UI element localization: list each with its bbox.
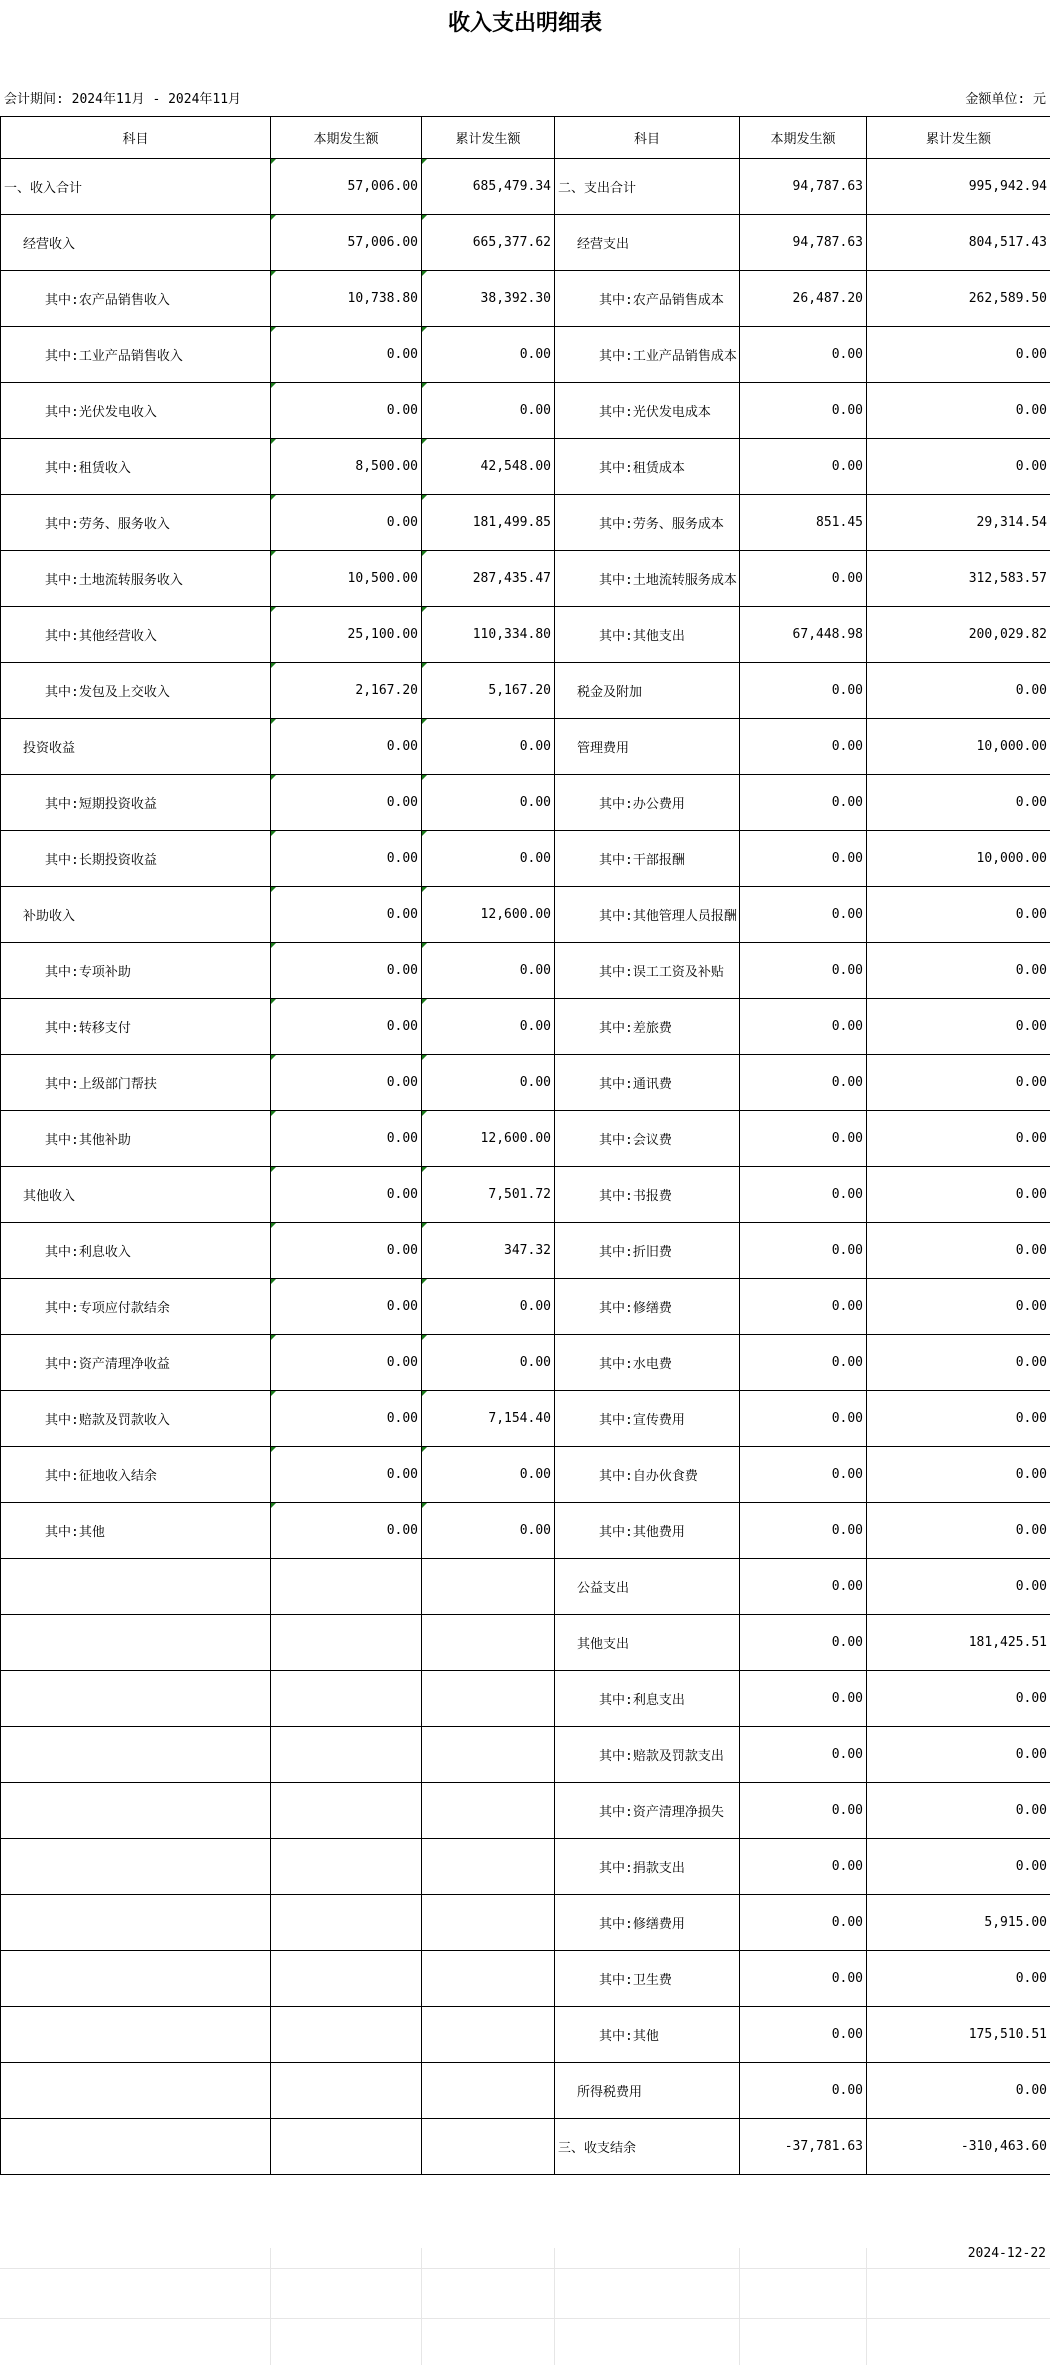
table-row xyxy=(1,1503,1050,1559)
income-current-amount: 0.00 xyxy=(271,943,422,999)
income-subject: 其中:工业产品销售收入 xyxy=(1,327,271,383)
empty-row-line xyxy=(0,2318,1050,2319)
expense-subject: 其中:通讯费 xyxy=(555,1055,740,1111)
report-date: 2024-12-22 xyxy=(967,2246,1046,2261)
expense-cumulative-amount: 0.00 xyxy=(867,439,1050,495)
header-expense-current: 本期发生额 xyxy=(740,117,867,159)
expense-current-amount: 94,787.63 xyxy=(740,215,867,271)
expense-current-amount: 0.00 xyxy=(740,1503,867,1559)
expense-subject: 其中:赔款及罚款支出 xyxy=(555,1727,740,1783)
table-row xyxy=(1,1055,1050,1111)
table-row xyxy=(1,1839,1050,1895)
table-row xyxy=(1,439,1050,495)
table-row xyxy=(1,1223,1050,1279)
income-subject: 其中:短期投资收益 xyxy=(1,775,271,831)
income-current-amount: 57,006.00 xyxy=(271,215,422,271)
income-cumulative-amount xyxy=(422,1951,555,2007)
income-expense-table xyxy=(0,116,1050,2175)
income-subject: 一、收入合计 xyxy=(1,159,271,215)
expense-subject: 其中:误工工资及补贴 xyxy=(555,943,740,999)
header-income-current: 本期发生额 xyxy=(271,117,422,159)
expense-cumulative-amount: -310,463.60 xyxy=(867,2119,1050,2175)
expense-current-amount: 0.00 xyxy=(740,999,867,1055)
income-cumulative-amount: 5,167.20 xyxy=(422,663,555,719)
income-cumulative-amount xyxy=(422,2119,555,2175)
income-cumulative-amount xyxy=(422,1895,555,1951)
header-expense-subject: 科目 xyxy=(555,117,740,159)
expense-current-amount: 0.00 xyxy=(740,1951,867,2007)
expense-subject: 其中:修缮费用 xyxy=(555,1895,740,1951)
empty-col-line xyxy=(270,2248,271,2365)
income-cumulative-amount: 0.00 xyxy=(422,1279,555,1335)
expense-subject: 其中:干部报酬 xyxy=(555,831,740,887)
expense-subject: 管理费用 xyxy=(555,719,740,775)
income-current-amount: 0.00 xyxy=(271,495,422,551)
expense-cumulative-amount: 0.00 xyxy=(867,1391,1050,1447)
income-subject xyxy=(1,1559,271,1615)
income-subject xyxy=(1,1895,271,1951)
expense-current-amount: 26,487.20 xyxy=(740,271,867,327)
table-row xyxy=(1,1111,1050,1167)
income-cumulative-amount: 12,600.00 xyxy=(422,1111,555,1167)
income-cumulative-amount: 0.00 xyxy=(422,719,555,775)
income-current-amount: 0.00 xyxy=(271,775,422,831)
expense-subject: 其中:会议费 xyxy=(555,1111,740,1167)
expense-cumulative-amount: 10,000.00 xyxy=(867,719,1050,775)
income-current-amount: 10,738.80 xyxy=(271,271,422,327)
income-subject: 其中:其他经营收入 xyxy=(1,607,271,663)
expense-current-amount: 0.00 xyxy=(740,1559,867,1615)
income-cumulative-amount: 0.00 xyxy=(422,1335,555,1391)
income-subject xyxy=(1,1951,271,2007)
expense-cumulative-amount: 0.00 xyxy=(867,327,1050,383)
income-current-amount xyxy=(271,2007,422,2063)
income-subject: 其中:上级部门帮扶 xyxy=(1,1055,271,1111)
expense-cumulative-amount: 0.00 xyxy=(867,1223,1050,1279)
empty-col-line xyxy=(421,2248,422,2365)
expense-subject: 三、收支结余 xyxy=(555,2119,740,2175)
income-cumulative-amount xyxy=(422,1671,555,1727)
income-cumulative-amount: 287,435.47 xyxy=(422,551,555,607)
table-row xyxy=(1,271,1050,327)
expense-current-amount: 0.00 xyxy=(740,1335,867,1391)
income-subject: 其中:转移支付 xyxy=(1,999,271,1055)
income-cumulative-amount: 7,501.72 xyxy=(422,1167,555,1223)
expense-subject: 其中:其他管理人员报酬 xyxy=(555,887,740,943)
income-current-amount xyxy=(271,1559,422,1615)
income-cumulative-amount: 110,334.80 xyxy=(422,607,555,663)
expense-subject: 其中:宣传费用 xyxy=(555,1391,740,1447)
income-subject: 其中:资产清理净收益 xyxy=(1,1335,271,1391)
expense-subject: 其中:资产清理净损失 xyxy=(555,1783,740,1839)
expense-cumulative-amount: 29,314.54 xyxy=(867,495,1050,551)
expense-cumulative-amount: 5,915.00 xyxy=(867,1895,1050,1951)
expense-subject: 其中:折旧费 xyxy=(555,1223,740,1279)
table-row xyxy=(1,215,1050,271)
income-current-amount: 0.00 xyxy=(271,999,422,1055)
expense-current-amount: 0.00 xyxy=(740,719,867,775)
income-subject: 其中:发包及上交收入 xyxy=(1,663,271,719)
income-subject xyxy=(1,2119,271,2175)
income-current-amount: 25,100.00 xyxy=(271,607,422,663)
income-cumulative-amount: 0.00 xyxy=(422,327,555,383)
income-current-amount: 0.00 xyxy=(271,1279,422,1335)
expense-cumulative-amount: 0.00 xyxy=(867,1167,1050,1223)
table-row xyxy=(1,1671,1050,1727)
income-subject xyxy=(1,1671,271,1727)
expense-current-amount: 0.00 xyxy=(740,1111,867,1167)
income-subject: 其中:土地流转服务收入 xyxy=(1,551,271,607)
table-row xyxy=(1,327,1050,383)
expense-current-amount: 0.00 xyxy=(740,1447,867,1503)
expense-subject: 其中:其他 xyxy=(555,2007,740,2063)
expense-current-amount: 0.00 xyxy=(740,551,867,607)
expense-subject: 其中:土地流转服务成本 xyxy=(555,551,740,607)
income-subject xyxy=(1,1615,271,1671)
expense-cumulative-amount: 200,029.82 xyxy=(867,607,1050,663)
income-subject: 经营收入 xyxy=(1,215,271,271)
table-row xyxy=(1,663,1050,719)
expense-cumulative-amount: 0.00 xyxy=(867,999,1050,1055)
income-cumulative-amount xyxy=(422,1559,555,1615)
income-current-amount: 0.00 xyxy=(271,887,422,943)
expense-current-amount: 0.00 xyxy=(740,887,867,943)
report-title: 收入支出明细表 xyxy=(447,11,602,36)
expense-current-amount: 0.00 xyxy=(740,383,867,439)
income-current-amount xyxy=(271,2119,422,2175)
expense-subject: 经营支出 xyxy=(555,215,740,271)
income-subject: 其中:专项应付款结余 xyxy=(1,1279,271,1335)
table-row xyxy=(1,1559,1050,1615)
income-cumulative-amount: 0.00 xyxy=(422,1503,555,1559)
table-row xyxy=(1,383,1050,439)
income-subject: 其中:其他 xyxy=(1,1503,271,1559)
table-row xyxy=(1,775,1050,831)
expense-cumulative-amount: 0.00 xyxy=(867,1951,1050,2007)
income-current-amount: 0.00 xyxy=(271,1055,422,1111)
income-current-amount xyxy=(271,1727,422,1783)
table-row xyxy=(1,2119,1050,2175)
expense-subject: 其中:光伏发电成本 xyxy=(555,383,740,439)
expense-current-amount: 0.00 xyxy=(740,1055,867,1111)
expense-subject: 其中:修缮费 xyxy=(555,1279,740,1335)
expense-current-amount: 0.00 xyxy=(740,1839,867,1895)
expense-current-amount: 0.00 xyxy=(740,1167,867,1223)
table-row xyxy=(1,1615,1050,1671)
expense-subject: 其中:其他费用 xyxy=(555,1503,740,1559)
expense-cumulative-amount: 0.00 xyxy=(867,1279,1050,1335)
expense-cumulative-amount: 0.00 xyxy=(867,663,1050,719)
income-cumulative-amount: 0.00 xyxy=(422,1447,555,1503)
expense-cumulative-amount: 312,583.57 xyxy=(867,551,1050,607)
income-cumulative-amount: 685,479.34 xyxy=(422,159,555,215)
expense-subject: 所得税费用 xyxy=(555,2063,740,2119)
income-cumulative-amount xyxy=(422,1615,555,1671)
expense-subject: 其中:利息支出 xyxy=(555,1671,740,1727)
income-current-amount: 0.00 xyxy=(271,383,422,439)
income-subject: 其中:长期投资收益 xyxy=(1,831,271,887)
expense-cumulative-amount: 995,942.94 xyxy=(867,159,1050,215)
income-cumulative-amount xyxy=(422,1839,555,1895)
table-row xyxy=(1,719,1050,775)
header-expense-cumulative: 累计发生额 xyxy=(867,117,1050,159)
expense-subject: 其中:自办伙食费 xyxy=(555,1447,740,1503)
expense-subject: 其中:书报费 xyxy=(555,1167,740,1223)
expense-cumulative-amount: 0.00 xyxy=(867,2063,1050,2119)
expense-current-amount: 0.00 xyxy=(740,327,867,383)
expense-cumulative-amount: 0.00 xyxy=(867,943,1050,999)
expense-subject: 其中:其他支出 xyxy=(555,607,740,663)
expense-cumulative-amount: 0.00 xyxy=(867,383,1050,439)
expense-cumulative-amount: 181,425.51 xyxy=(867,1615,1050,1671)
expense-cumulative-amount: 0.00 xyxy=(867,775,1050,831)
income-subject xyxy=(1,1727,271,1783)
income-subject xyxy=(1,1783,271,1839)
header-income-cumulative: 累计发生额 xyxy=(422,117,555,159)
income-current-amount: 57,006.00 xyxy=(271,159,422,215)
income-subject: 其中:利息收入 xyxy=(1,1223,271,1279)
income-current-amount xyxy=(271,1839,422,1895)
expense-cumulative-amount: 262,589.50 xyxy=(867,271,1050,327)
income-cumulative-amount: 0.00 xyxy=(422,383,555,439)
income-current-amount xyxy=(271,1895,422,1951)
empty-col-line xyxy=(739,2248,740,2365)
income-cumulative-amount xyxy=(422,2007,555,2063)
income-current-amount: 10,500.00 xyxy=(271,551,422,607)
expense-current-amount: 0.00 xyxy=(740,1671,867,1727)
income-current-amount xyxy=(271,2063,422,2119)
expense-current-amount: 0.00 xyxy=(740,439,867,495)
expense-current-amount: 0.00 xyxy=(740,1783,867,1839)
income-current-amount: 0.00 xyxy=(271,1503,422,1559)
expense-current-amount: 0.00 xyxy=(740,663,867,719)
income-cumulative-amount: 0.00 xyxy=(422,775,555,831)
income-cumulative-amount: 0.00 xyxy=(422,999,555,1055)
expense-current-amount: 0.00 xyxy=(740,1279,867,1335)
table-row xyxy=(1,1951,1050,2007)
expense-current-amount: 67,448.98 xyxy=(740,607,867,663)
income-cumulative-amount: 0.00 xyxy=(422,943,555,999)
expense-current-amount: 0.00 xyxy=(740,1615,867,1671)
amount-unit: 金额单位: 元 xyxy=(965,92,1046,107)
expense-cumulative-amount: 0.00 xyxy=(867,1671,1050,1727)
table-row xyxy=(1,943,1050,999)
income-cumulative-amount: 42,548.00 xyxy=(422,439,555,495)
table-row xyxy=(1,1447,1050,1503)
table-row xyxy=(1,1783,1050,1839)
expense-current-amount: 0.00 xyxy=(740,775,867,831)
income-current-amount xyxy=(271,1615,422,1671)
table-row xyxy=(1,551,1050,607)
empty-col-line xyxy=(554,2248,555,2365)
income-subject: 其中:赔款及罚款收入 xyxy=(1,1391,271,1447)
expense-cumulative-amount: 0.00 xyxy=(867,1783,1050,1839)
table-row xyxy=(1,495,1050,551)
expense-subject: 其中:租赁成本 xyxy=(555,439,740,495)
table-row xyxy=(1,887,1050,943)
income-current-amount: 0.00 xyxy=(271,327,422,383)
income-current-amount: 0.00 xyxy=(271,1167,422,1223)
income-current-amount: 2,167.20 xyxy=(271,663,422,719)
expense-subject: 税金及附加 xyxy=(555,663,740,719)
expense-current-amount: 0.00 xyxy=(740,831,867,887)
income-current-amount xyxy=(271,1951,422,2007)
income-current-amount: 8,500.00 xyxy=(271,439,422,495)
income-subject xyxy=(1,1839,271,1895)
income-subject: 其中:征地收入结余 xyxy=(1,1447,271,1503)
table-row xyxy=(1,831,1050,887)
expense-cumulative-amount: 0.00 xyxy=(867,1727,1050,1783)
table-row xyxy=(1,1279,1050,1335)
expense-subject: 其中:劳务、服务成本 xyxy=(555,495,740,551)
expense-subject: 公益支出 xyxy=(555,1559,740,1615)
income-cumulative-amount: 665,377.62 xyxy=(422,215,555,271)
expense-subject: 其中:差旅费 xyxy=(555,999,740,1055)
table-row xyxy=(1,2063,1050,2119)
income-cumulative-amount: 12,600.00 xyxy=(422,887,555,943)
expense-subject: 二、支出合计 xyxy=(555,159,740,215)
income-current-amount: 0.00 xyxy=(271,1335,422,1391)
expense-subject: 其中:水电费 xyxy=(555,1335,740,1391)
expense-subject: 其中:农产品销售成本 xyxy=(555,271,740,327)
income-cumulative-amount: 0.00 xyxy=(422,1055,555,1111)
income-cumulative-amount xyxy=(422,1783,555,1839)
income-subject: 其中:专项补助 xyxy=(1,943,271,999)
income-subject: 其中:劳务、服务收入 xyxy=(1,495,271,551)
income-cumulative-amount: 0.00 xyxy=(422,831,555,887)
empty-col-line xyxy=(866,2248,867,2365)
expense-subject: 其中:办公费用 xyxy=(555,775,740,831)
accounting-period: 会计期间: 2024年11月 - 2024年11月 xyxy=(4,92,242,107)
expense-current-amount: 94,787.63 xyxy=(740,159,867,215)
income-cumulative-amount xyxy=(422,2063,555,2119)
income-subject: 其中:农产品销售收入 xyxy=(1,271,271,327)
expense-cumulative-amount: 0.00 xyxy=(867,887,1050,943)
table-row xyxy=(1,607,1050,663)
table-row xyxy=(1,1167,1050,1223)
income-subject: 其中:其他补助 xyxy=(1,1111,271,1167)
table-row xyxy=(1,2007,1050,2063)
income-subject: 投资收益 xyxy=(1,719,271,775)
income-subject: 其中:光伏发电收入 xyxy=(1,383,271,439)
expense-current-amount: 0.00 xyxy=(740,1223,867,1279)
income-subject: 其他收入 xyxy=(1,1167,271,1223)
table-row xyxy=(1,159,1050,215)
expense-cumulative-amount: 0.00 xyxy=(867,1447,1050,1503)
table-row xyxy=(1,1727,1050,1783)
table-row xyxy=(1,1391,1050,1447)
table-header-row xyxy=(1,117,1050,159)
expense-cumulative-amount: 0.00 xyxy=(867,1559,1050,1615)
table-row xyxy=(1,1335,1050,1391)
header-income-subject: 科目 xyxy=(1,117,271,159)
expense-cumulative-amount: 0.00 xyxy=(867,1111,1050,1167)
expense-current-amount: 0.00 xyxy=(740,1727,867,1783)
expense-cumulative-amount: 175,510.51 xyxy=(867,2007,1050,2063)
income-cumulative-amount: 347.32 xyxy=(422,1223,555,1279)
expense-subject: 其中:卫生费 xyxy=(555,1951,740,2007)
expense-cumulative-amount: 0.00 xyxy=(867,1335,1050,1391)
income-subject: 补助收入 xyxy=(1,887,271,943)
expense-subject: 其中:捐款支出 xyxy=(555,1839,740,1895)
income-cumulative-amount xyxy=(422,1727,555,1783)
expense-cumulative-amount: 10,000.00 xyxy=(867,831,1050,887)
expense-subject: 其中:工业产品销售成本 xyxy=(555,327,740,383)
income-cumulative-amount: 7,154.40 xyxy=(422,1391,555,1447)
expense-current-amount: -37,781.63 xyxy=(740,2119,867,2175)
income-current-amount: 0.00 xyxy=(271,719,422,775)
table-row xyxy=(1,999,1050,1055)
expense-cumulative-amount: 0.00 xyxy=(867,1055,1050,1111)
expense-current-amount: 0.00 xyxy=(740,943,867,999)
expense-current-amount: 0.00 xyxy=(740,1895,867,1951)
income-cumulative-amount: 181,499.85 xyxy=(422,495,555,551)
income-current-amount: 0.00 xyxy=(271,831,422,887)
income-current-amount: 0.00 xyxy=(271,1391,422,1447)
income-current-amount: 0.00 xyxy=(271,1223,422,1279)
income-subject xyxy=(1,2063,271,2119)
income-current-amount xyxy=(271,1783,422,1839)
expense-cumulative-amount: 0.00 xyxy=(867,1839,1050,1895)
income-current-amount: 0.00 xyxy=(271,1447,422,1503)
expense-cumulative-amount: 0.00 xyxy=(867,1503,1050,1559)
empty-row-line xyxy=(0,2268,1050,2269)
income-subject xyxy=(1,2007,271,2063)
income-subject: 其中:租赁收入 xyxy=(1,439,271,495)
income-current-amount: 0.00 xyxy=(271,1111,422,1167)
expense-subject: 其他支出 xyxy=(555,1615,740,1671)
expense-current-amount: 851.45 xyxy=(740,495,867,551)
expense-current-amount: 0.00 xyxy=(740,2007,867,2063)
income-cumulative-amount: 38,392.30 xyxy=(422,271,555,327)
income-current-amount xyxy=(271,1671,422,1727)
expense-current-amount: 0.00 xyxy=(740,2063,867,2119)
table-row xyxy=(1,1895,1050,1951)
expense-current-amount: 0.00 xyxy=(740,1391,867,1447)
expense-cumulative-amount: 804,517.43 xyxy=(867,215,1050,271)
